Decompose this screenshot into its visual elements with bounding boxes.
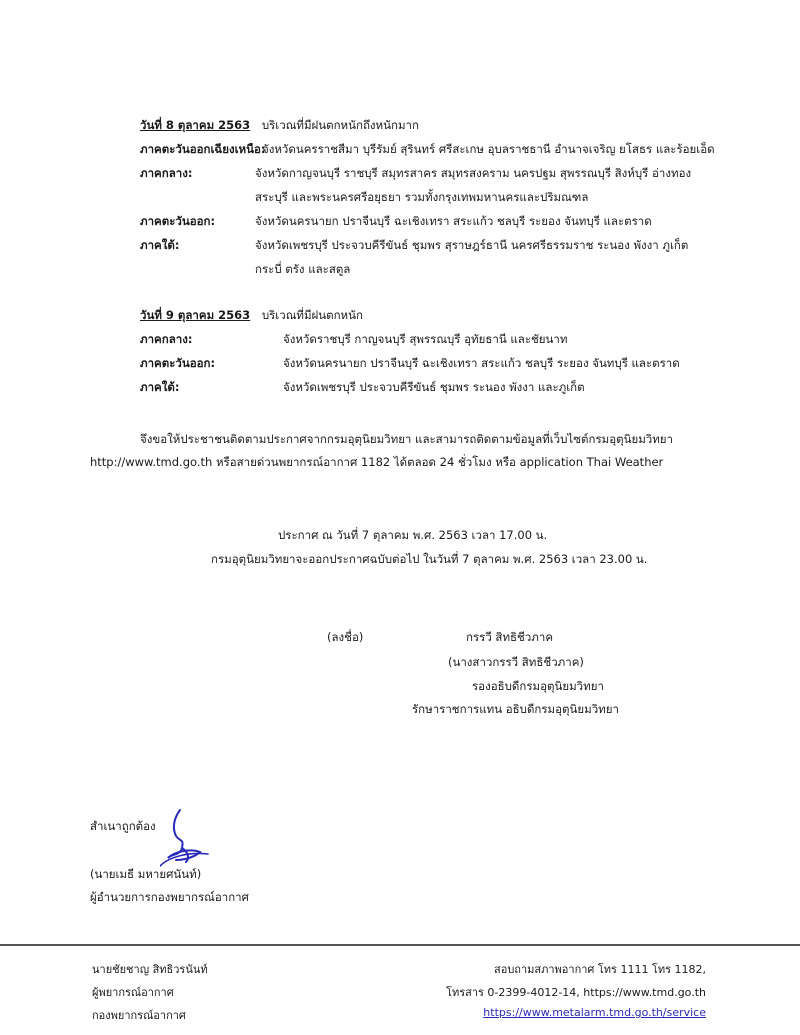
day8-region-central-label: ภาคกลาง: bbox=[140, 166, 193, 180]
day8-region-central-text-2: สระบุรี และพระนครศรีอยุธยา รวมทั้งกรุงเทพมหานครและปริมณฑล bbox=[255, 190, 589, 204]
day8-subtitle: บริเวณที่มีฝนตกหนักถึงหนักมาก bbox=[261, 118, 419, 132]
footer-metalarm-link[interactable]: https://www.metalarm.tmd.go.th/service bbox=[483, 1006, 706, 1019]
day9-header bbox=[140, 307, 363, 325]
day8-region-central-text-1: จังหวัดกาญจนบุรี ราชบุรี สมุทรสาคร สมุทรสงคราม นครปฐม สุพรรณบุรี สิงห์บุรี อ่างทอง bbox=[255, 166, 692, 180]
day8-region-south-text-2: กระบี่ ตรัง และสตูล bbox=[255, 262, 351, 276]
day8-region-east-text: จังหวัดนครนายก ปราจีนบุรี ฉะเชิงเทรา สระแก้ว ชลบุรี ระยอง จันทบุรี และตราด bbox=[255, 214, 652, 228]
day9-heading: วันที่ 9 ตุลาคม 2563 bbox=[140, 308, 251, 322]
day9-region-south-label: ภาคใต้: bbox=[140, 380, 180, 394]
announcement-next: กรมอุตุนิยมวิทยาจะออกประกาศฉบับต่อไป ในวันที่ 7 ตุลาคม พ.ศ. 2563 เวลา 23.00 น. bbox=[211, 552, 648, 566]
day8-region-east-label: ภาคตะวันออก: bbox=[140, 214, 216, 228]
footer-forecaster-name: นายชัยชาญ สิทธิวรนันท์ bbox=[92, 963, 208, 976]
signed-label: (ลงชื่อ) bbox=[327, 630, 364, 644]
signatory-acting-title: รักษาราชการแทน อธิบดีกรมอุตุนิยมวิทยา bbox=[412, 702, 619, 716]
certified-name: (นายเมธี มหายศนันท์) bbox=[90, 867, 202, 881]
footer-forecaster-division: กองพยากรณ์อากาศ bbox=[92, 1009, 186, 1022]
certified-label: สำเนาถูกต้อง bbox=[90, 819, 156, 833]
day8-region-northeast-text: จังหวัดนครราชสีมา บุรีรัมย์ สุรินทร์ ศรีสะเกษ อุบลราชธานี อำนาจเจริญ ยโสธร และร้อยเอ็ด bbox=[262, 142, 715, 156]
footer-forecaster-title: ผู้พยากรณ์อากาศ bbox=[92, 986, 174, 999]
day8-region-northeast-label: ภาคตะวันออกเฉียงเหนือ: bbox=[140, 142, 266, 156]
handwritten-signature-icon bbox=[160, 808, 210, 870]
day9-region-east-label: ภาคตะวันออก: bbox=[140, 356, 216, 370]
signatory-title: รองอธิบดีกรมอุตุนิยมวิทยา bbox=[472, 679, 604, 693]
day8-heading: วันที่ 8 ตุลาคม 2563 bbox=[140, 118, 251, 132]
signed-name: กรรวี สิทธิชีวภาค bbox=[466, 630, 554, 644]
day8-header bbox=[140, 117, 419, 135]
advice-line-2: http://www.tmd.go.th หรือสายด่วนพยากรณ์อากาศ 1182 ได้ตลอด 24 ชั่วโมง หรือ application Thai Weather bbox=[90, 455, 664, 469]
footer-divider bbox=[0, 944, 800, 946]
day9-region-south-text: จังหวัดเพชรบุรี ประจวบคีรีขันธ์ ชุมพร ระนอง พังงา และภูเก็ต bbox=[283, 380, 585, 394]
advice-line-1: จึงขอให้ประชาชนติดตามประกาศจากกรมอุตุนิยมวิทยา และสามารถติดตามข้อมูลที่เว็บไซต์กรมอุตุนิยมวิทยา bbox=[140, 432, 674, 446]
day9-subtitle: บริเวณที่มีฝนตกหนัก bbox=[261, 308, 363, 322]
certified-title: ผู้อำนวยการกองพยากรณ์อากาศ bbox=[90, 890, 249, 904]
day8-region-south-label: ภาคใต้: bbox=[140, 238, 180, 252]
day9-region-central-text: จังหวัดราชบุรี กาญจนบุรี สุพรรณบุรี อุทัยธานี และชัยนาท bbox=[283, 332, 568, 346]
footer-contact-phone: สอบถามสภาพอากาศ โทร 1111 โทร 1182, bbox=[494, 963, 706, 976]
signatory-full-name: (นางสาวกรรวี สิทธิชีวภาค) bbox=[448, 655, 584, 669]
announcement-issued: ประกาศ ณ วันที่ 7 ตุลาคม พ.ศ. 2563 เวลา 17.00 น. bbox=[278, 528, 548, 542]
day8-region-south-text-1: จังหวัดเพชรบุรี ประจวบคีรีขันธ์ ชุมพร สุราษฎร์ธานี นครศรีธรรมราช ระนอง พังงา ภูเก็ต bbox=[255, 238, 689, 252]
day9-region-central-label: ภาคกลาง: bbox=[140, 332, 193, 346]
footer-contact-fax: โทรสาร 0-2399-4012-14, https://www.tmd.go.th bbox=[446, 986, 706, 999]
day9-region-east-text: จังหวัดนครนายก ปราจีนบุรี ฉะเชิงเทรา สระแก้ว ชลบุรี ระยอง จันทบุรี และตราด bbox=[283, 356, 680, 370]
